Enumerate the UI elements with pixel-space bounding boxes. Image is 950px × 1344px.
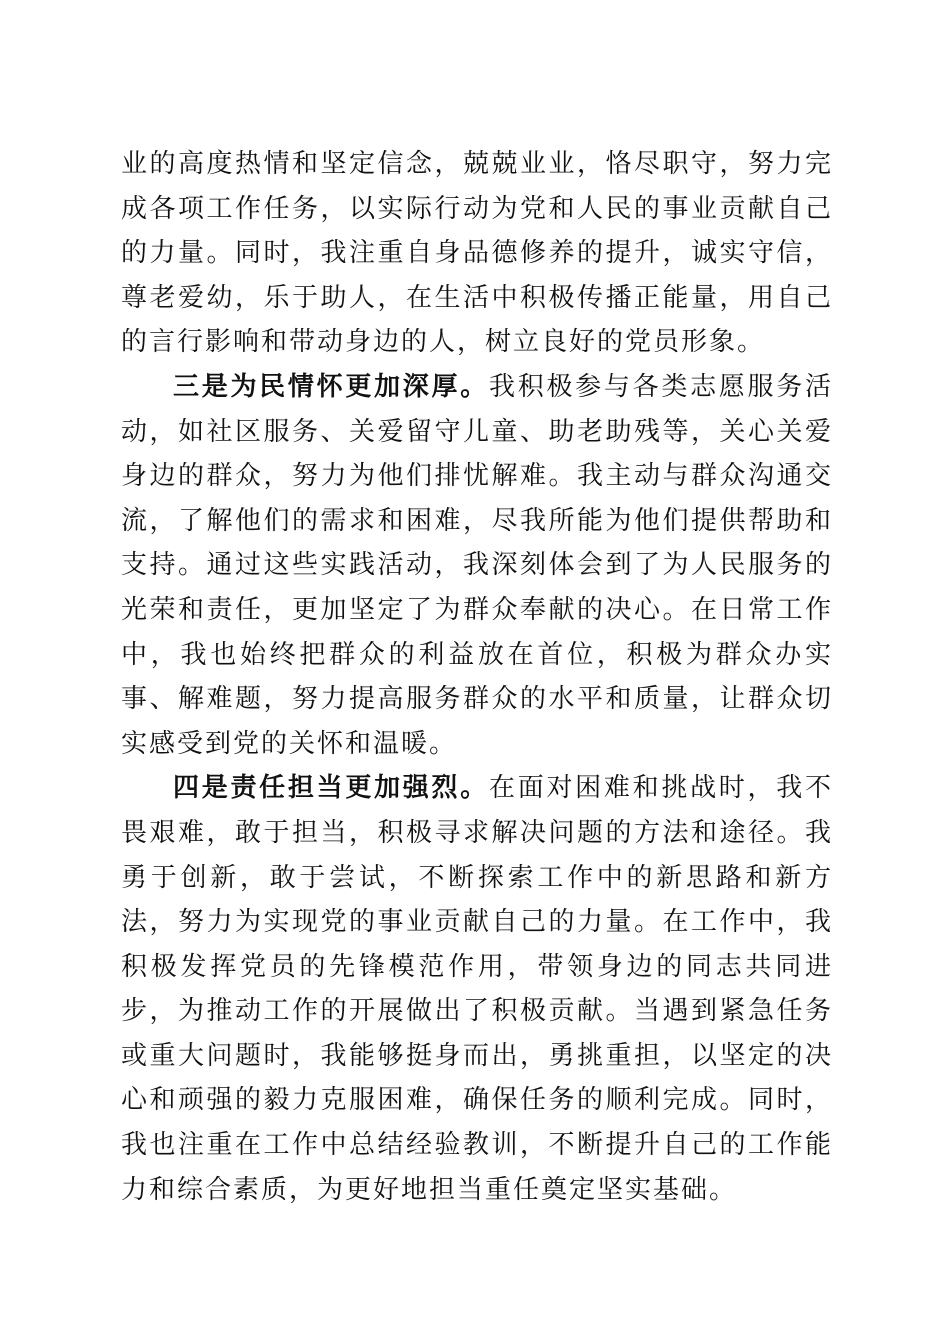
paragraph-heading: 三是为民情怀更加深厚。 xyxy=(173,371,489,402)
paragraph-point-four xyxy=(121,766,833,1212)
paragraph-text: 在面对困难和挑战时，我不畏艰难，敢于担当，积极寻求解决问题的方法和途径。我勇于创新，敢于尝试，不断探索工作中的新思路和新方法，努力为实现党的事业贡献自己的力量。在工作中，我积极发挥党员的先锋模范作用，带领身边的同志共同进步，为推动工作的开展做出了积极贡献。当遇到紧急任务或重大问题时，我能够挺身而出，勇挑重担，以坚定的决心和顽强的毅力克服困难，确保任务的顺利完成。同时，我也注重在工作中总结经验教训，不断提升自己的工作能力和综合素质，为更好地担当重任奠定坚实基础。 xyxy=(121,773,833,1205)
paragraph-text: 业的高度热情和坚定信念，兢兢业业，恪尽职守，努力完成各项工作任务，以实际行动为党和人民的事业贡献自己的力量。同时，我注重自身品德修养的提升，诚实守信，尊老爱幼，乐于助人，在生活中积极传播正能量，用自己的言行影响和带动身边的人，树立良好的党员形象。 xyxy=(121,149,833,358)
paragraph-heading: 四是责任担当更加强烈。 xyxy=(173,773,489,804)
document-body xyxy=(121,142,833,1212)
paragraph-text: 我积极参与各类志愿服务活动，如社区服务、关爱留守儿童、助老助残等，关心关爱身边的群众，努力为他们排忧解难。我主动与群众沟通交流，了解他们的需求和困难，尽我所能为他们提供帮助和支持。通过这些实践活动，我深刻体会到了为人民服务的光荣和责任，更加坚定了为群众奉献的决心。在日常工作中，我也始终把群众的利益放在首位，积极为群众办实事、解难题，努力提高服务群众的水平和质量，让群众切实感受到党的关怀和温暖。 xyxy=(121,371,833,759)
paragraph-point-three xyxy=(121,365,833,766)
paragraph-continuation xyxy=(121,142,833,365)
